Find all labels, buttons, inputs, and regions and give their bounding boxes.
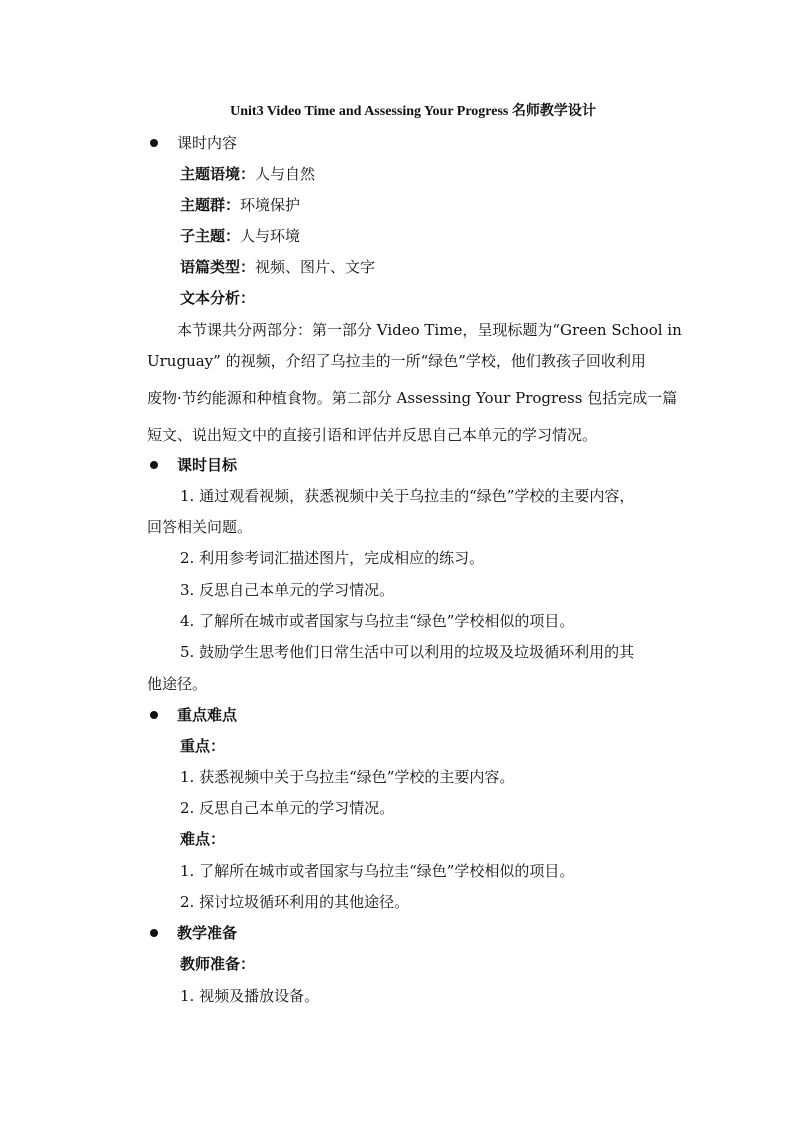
info-row: [180, 164, 315, 184]
info-value: 人与自然: [255, 165, 316, 183]
paragraph-line: 废物·节约能源和种植食物。第二部分 Assessing Your Progress 包括完成一篇: [147, 389, 678, 407]
subheading-key: 重点：: [180, 737, 226, 755]
objective-line: 3. 反思自己本单元的学习情况。: [180, 581, 395, 599]
info-value: 视频、图片、文字: [255, 258, 376, 276]
bullet-dot: [150, 461, 158, 469]
info-row: [180, 226, 300, 246]
objective-line: 1. 通过观看视频，获悉视频中关于乌拉圭的“绿色”学校的主要内容，: [180, 487, 635, 505]
section-heading: 课时目标: [177, 456, 238, 474]
subheading-teacher: 教师准备：: [180, 955, 256, 973]
info-value: 人与环境: [240, 227, 301, 245]
difficulty-item: 2. 探讨垃圾循环利用的其他途径。: [180, 893, 410, 911]
objective-line: 回答相关问题。: [147, 518, 253, 536]
section-heading: 重点难点: [177, 706, 238, 724]
paragraph-line: 短文、说出短文中的直接引语和评估并反思自己本单元的学习情况。: [147, 426, 598, 444]
subheading-difficulty: 难点：: [180, 830, 226, 848]
info-label: 主题群：: [180, 196, 241, 214]
objective-line: 他途径。: [147, 675, 208, 693]
key-item: 2. 反思自己本单元的学习情况。: [180, 799, 395, 817]
difficulty-item: 1. 了解所在城市或者国家与乌拉圭“绿色”学校相似的项目。: [180, 862, 575, 880]
preparation-item: 1. 视频及播放设备。: [180, 987, 320, 1005]
paragraph-line: Uruguay” 的视频，介绍了乌拉圭的一所“绿色”学校，他们教孩子回收利用: [147, 352, 646, 370]
info-row: [180, 288, 255, 308]
info-label: 文本分析：: [180, 289, 256, 307]
info-label: 子主题：: [180, 227, 241, 245]
info-label: 主题语境：: [180, 165, 256, 183]
paragraph-line: 本节课共分两部分：第一部分 Video Time，呈现标题为“Green School in: [177, 321, 682, 339]
info-row: [180, 257, 375, 277]
bullet-dot: [150, 929, 158, 937]
objective-line: 5. 鼓励学生思考他们日常生活中可以利用的垃圾及垃圾循环利用的其: [180, 643, 635, 661]
document-title: Unit3 Video Time and Assessing Your Progress 名师教学设计: [230, 104, 596, 119]
key-item: 1. 获悉视频中关于乌拉圭“绿色”学校的主要内容。: [180, 768, 515, 786]
section-heading: 教学准备: [177, 924, 238, 942]
objective-line: 2. 利用参考词汇描述图片，完成相应的练习。: [180, 549, 485, 567]
info-label: 语篇类型：: [180, 258, 256, 276]
info-value: 环境保护: [240, 196, 301, 214]
info-row: [180, 195, 300, 215]
bullet-dot: [150, 711, 158, 719]
objective-line: 4. 了解所在城市或者国家与乌拉圭“绿色”学校相似的项目。: [180, 612, 575, 630]
section-heading: 课时内容: [177, 134, 238, 152]
bullet-dot: [150, 139, 158, 147]
